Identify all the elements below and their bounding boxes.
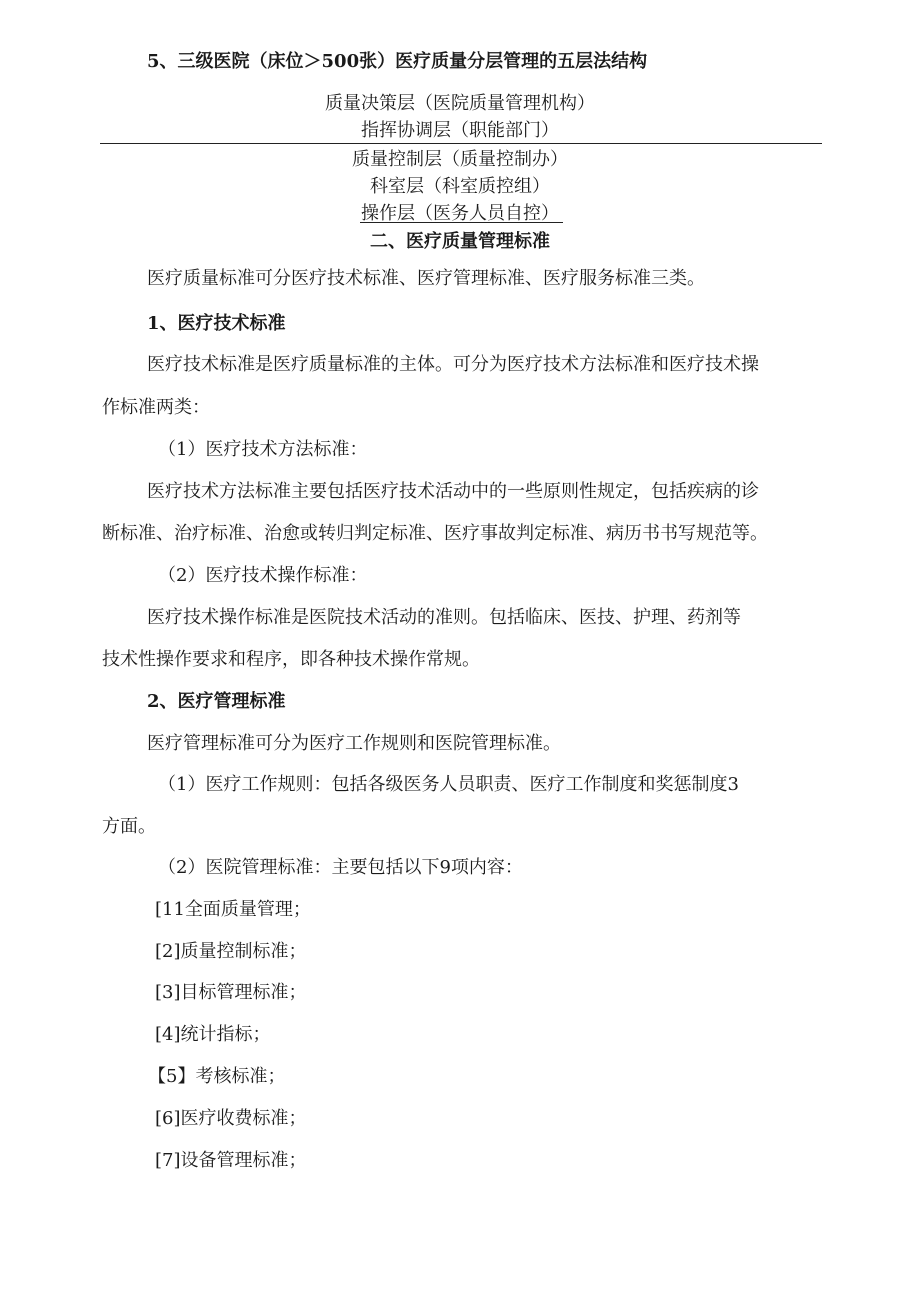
layer-decision: 质量决策层（医院质量管理机构） — [325, 93, 595, 114]
list-item: 【5】考核标准； — [148, 1066, 286, 1087]
list-item: [3]目标管理标准； — [155, 982, 307, 1003]
heading-five-layer-structure: 5、三级医院（床位＞500张）医疗质量分层管理的五层法结构 — [147, 51, 648, 72]
layer-department: 科室层（科室质控组） — [370, 176, 550, 197]
list-item: [2]质量控制标准； — [155, 941, 307, 962]
technical-method-title: （1）医疗技术方法标准： — [158, 439, 368, 460]
layer-coordination: 指挥协调层（职能部门） — [361, 120, 559, 141]
technical-para-line-1: 医疗技术标准是医疗质量标准的主体。可分为医疗技术方法标准和医疗技术操 — [147, 354, 759, 375]
list-item: [11全面质量管理； — [155, 899, 311, 920]
technical-operation-line-2: 技术性操作要求和程序，即各种技术操作常规。 — [102, 649, 480, 670]
layer-quality-control: 质量控制层（质量控制办） — [352, 149, 568, 170]
technical-operation-line-1: 医疗技术操作标准是医院技术活动的准则。包括临床、医技、护理、药剂等 — [147, 607, 741, 628]
layer-operation-underline — [360, 222, 563, 223]
horizontal-rule — [100, 143, 822, 144]
list-item: [4]统计指标； — [155, 1024, 271, 1045]
layer-operation: 操作层（医务人员自控） — [361, 203, 559, 224]
work-rules-line-2: 方面。 — [102, 816, 156, 837]
management-para: 医疗管理标准可分为医疗工作规则和医院管理标准。 — [147, 733, 561, 754]
technical-operation-title: （2）医疗技术操作标准： — [158, 565, 368, 586]
subsection-technical-standards: 1、医疗技术标准 — [147, 313, 286, 334]
hospital-management-title: （2）医院管理标准：主要包括以下9项内容： — [158, 857, 523, 878]
subsection-management-standards: 2、医疗管理标准 — [147, 691, 286, 712]
technical-method-line-2: 断标准、治疗标准、治愈或转归判定标准、医疗事故判定标准、病历书书写规范等。 — [102, 523, 768, 544]
technical-method-line-1: 医疗技术方法标准主要包括医疗技术活动中的一些原则性规定，包括疾病的诊 — [147, 481, 759, 502]
section-title: 二、医疗质量管理标准 — [370, 231, 550, 252]
technical-para-line-2: 作标准两类： — [102, 397, 210, 418]
intro-paragraph: 医疗质量标准可分医疗技术标准、医疗管理标准、医疗服务标准三类。 — [147, 268, 705, 289]
list-item: [7]设备管理标准； — [155, 1150, 307, 1171]
work-rules-line-1: （1）医疗工作规则：包括各级医务人员职责、医疗工作制度和奖惩制度3 — [158, 774, 739, 795]
list-item: [6]医疗收费标准； — [155, 1108, 307, 1129]
